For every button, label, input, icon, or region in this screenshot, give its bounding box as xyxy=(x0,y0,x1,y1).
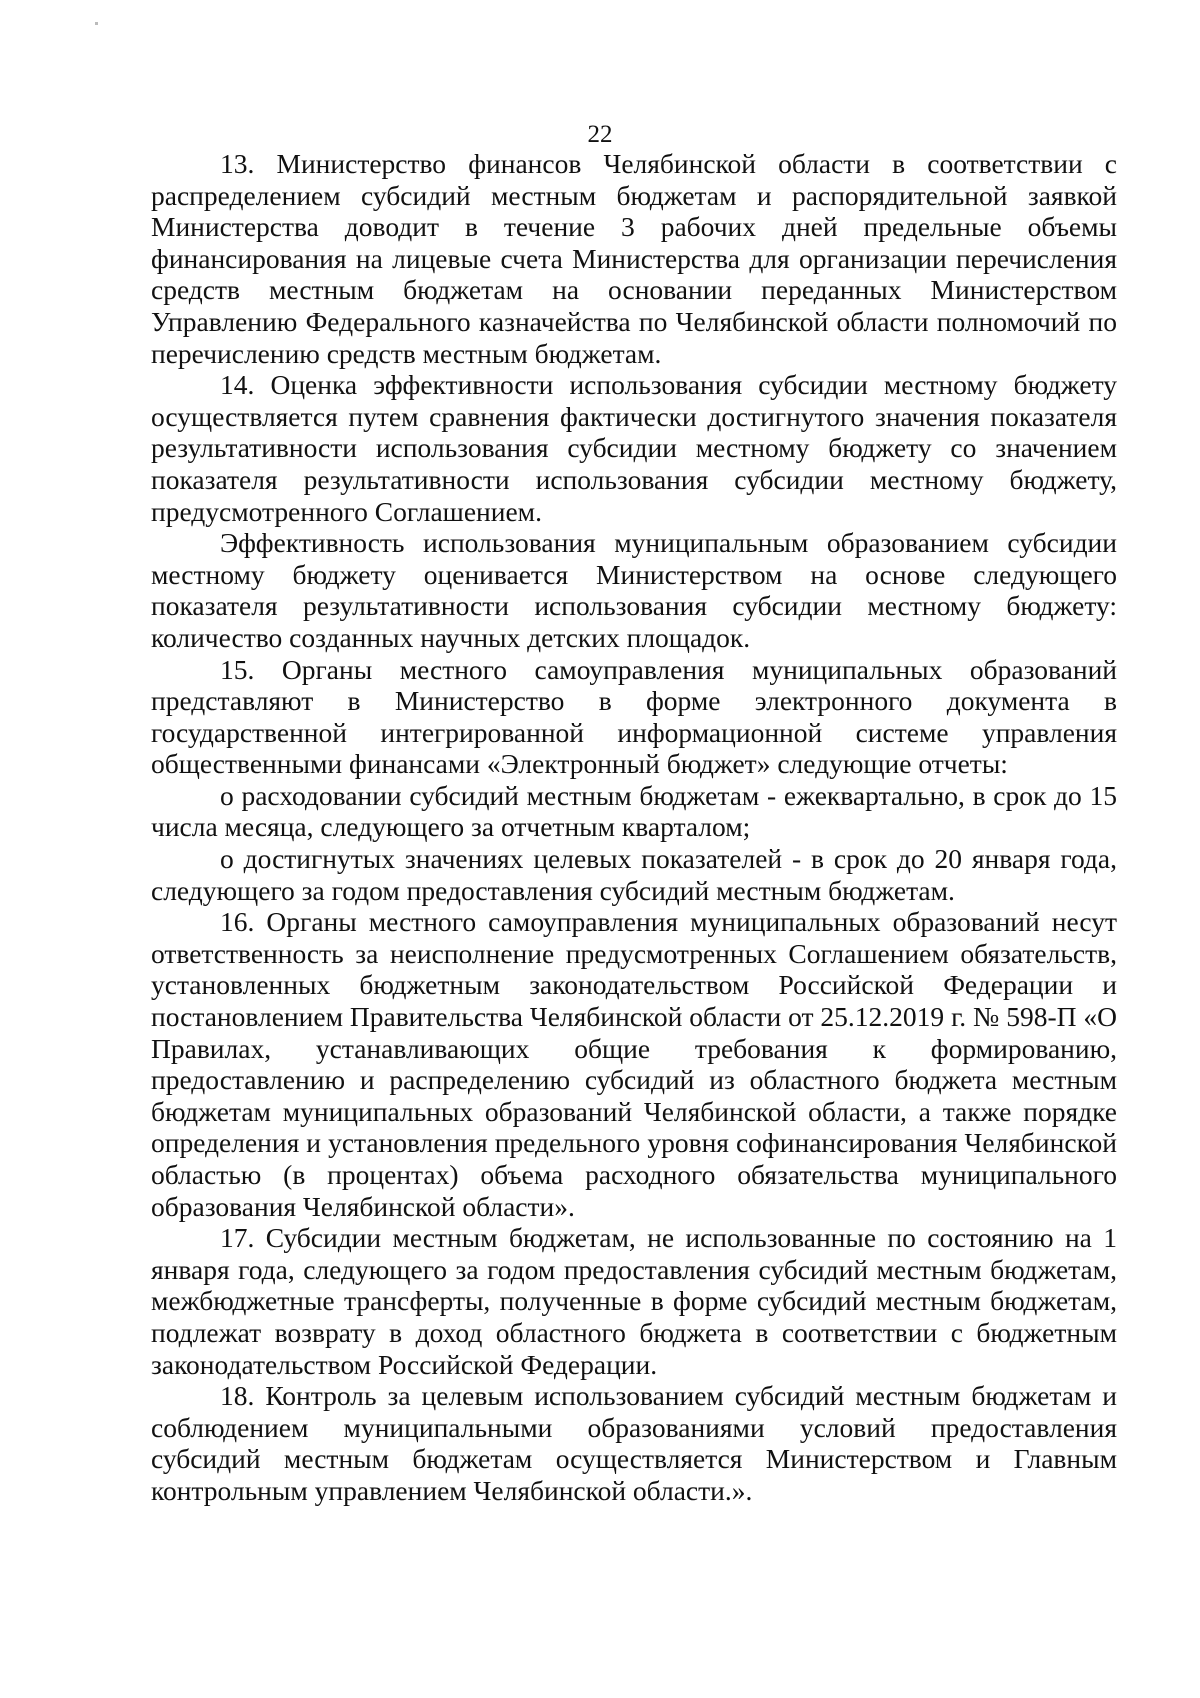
paragraph-16: 16. Органы местного самоуправления муниципальных образований несут ответственность за неисполнение предусмотренных Соглашением обязательств, установленных бюджетным законодательством Российской Федерации и постановлением Правительства Челябинской области от 25.12.2019 г. № 598-П «О Правилах, устанавливающих общие требования к формированию, предоставлению и распределению субсидий из областного бюджета местным бюджетам муниципальных образований Челябинской области, а также порядке определения и установления предельного уровня софинансирования Челябинской областью (в процентах) объема расходного обязательства муниципального образования Челябинской области». xyxy=(151,906,1117,1222)
paragraph-14-effectiveness: Эффективность использования муниципальным образованием субсидии местному бюджету оценивается Министерством на основе следующего показателя результативности использования субсидии местному бюджету: количество созданных научных детских площадок. xyxy=(151,527,1117,653)
document-body xyxy=(151,148,1117,1507)
paragraph-14: 14. Оценка эффективности использования субсидии местному бюджету осуществляется путем сравнения фактически достигнутого значения показателя результативности использования субсидии местному бюджету со значением показателя результативности использования субсидии местному бюджету, предусмотренного Соглашением. xyxy=(151,369,1117,527)
paragraph-15: 15. Органы местного самоуправления муниципальных образований представляют в Министерство в форме электронного документа в государственной интегрированной информационной системе управления общественными финансами «Электронный бюджет» следующие отчеты: xyxy=(151,653,1117,780)
paragraph-15-report-expenditure: о расходовании субсидий местным бюджетам - ежеквартально, в срок до 15 числа месяца, следующего за отчетным кварталом; xyxy=(151,779,1117,843)
page-number: 22 xyxy=(587,121,613,148)
paragraph-13: 13. Министерство финансов Челябинской области в соответствии с распределением субсидий местным бюджетам и распорядительной заявкой Министерства доводит в течение 3 рабочих дней предельные объемы финансирования на лицевые счета Министерства для организации перечисления средств местным бюджетам на основании переданных Министерством Управлению Федерального казначейства по Челябинской области полномочий по перечислению средств местным бюджетам. xyxy=(151,148,1117,369)
paragraph-15-report-indicators: о достигнутых значениях целевых показателей - в срок до 20 января года, следующего за годом предоставления субсидий местным бюджетам. xyxy=(151,843,1117,906)
paragraph-17: 17. Субсидии местным бюджетам, не использованные по состоянию на 1 января года, следующего за годом предоставления субсидий местным бюджетам, межбюджетные трансферты, полученные в форме субсидий местным бюджетам, подлежат возврату в доход областного бюджета в соответствии с бюджетным законодательством Российской Федерации. xyxy=(151,1222,1117,1380)
scan-artifact-dot xyxy=(95,22,98,25)
paragraph-18: 18. Контроль за целевым использованием субсидий местным бюджетам и соблюдением муниципальными образованиями условий предоставления субсидий местным бюджетам осуществляется Министерством и Главным контрольным управлением Челябинской области.». xyxy=(151,1380,1117,1506)
